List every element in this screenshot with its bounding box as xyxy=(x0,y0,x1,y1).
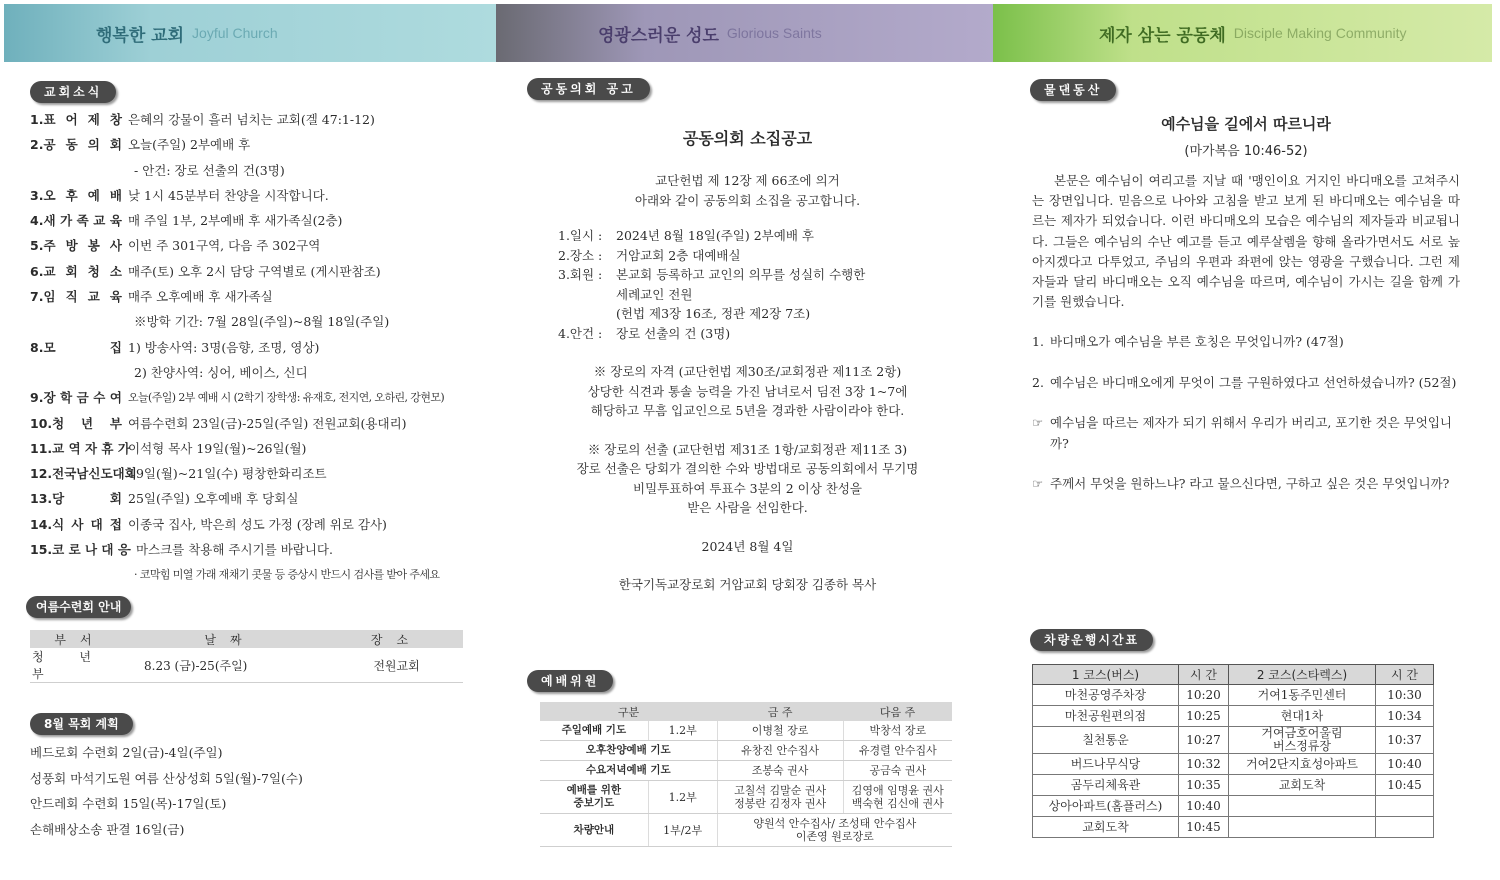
table-cell: 오후찬양예배 기도 xyxy=(540,741,717,761)
notice-qualification-line: 해당하고 무흠 입교인으로 5년을 경과한 사람이라야 한다. xyxy=(590,403,905,418)
table-row xyxy=(1033,775,1434,796)
news-text: · 코막힘 미열 가래 재채기 콧물 등 증상시 반드시 검사를 받아 주세요 xyxy=(134,568,440,582)
notice-intro-line: 교단헌법 제 12장 제 66조에 의거 xyxy=(655,173,840,188)
section-label-summer-retreat: 여름수련회 안내 xyxy=(26,596,131,618)
news-label: 7.임 직 교 육 xyxy=(30,289,122,305)
news-text: 오늘(주일) 2부 예배 시 (2학기 장학생: 유재호, 전지연, 오하린, 강현모) xyxy=(128,391,445,405)
table-cell: 거여2단지효성아파트 xyxy=(1229,754,1376,775)
list-item: 베드로회 수련회 2일(금)-4일(주일) xyxy=(30,745,223,760)
table-cell: 마천공영주차장 xyxy=(1033,685,1179,706)
table-cell: 교회도착 xyxy=(1033,817,1179,838)
qt-devotional xyxy=(1032,113,1460,515)
notice-item-value: 세례교인 전원 xyxy=(616,286,693,302)
news-item xyxy=(30,411,480,436)
table-cell: 1부/2부 xyxy=(648,814,717,847)
news-item xyxy=(30,486,480,511)
notice-item-key: 2.장소 : xyxy=(558,247,603,263)
qt-question-text: 주께서 무엇을 원하느냐? 라고 물으신다면, 구하고 싶은 것은 무엇입니까? xyxy=(1050,476,1450,492)
shuttle-timetable xyxy=(1032,664,1434,838)
section-label-council: 공동의회 공고 xyxy=(527,78,650,100)
news-text: 이석형 목사 19일(월)~26일(월) xyxy=(128,440,307,456)
table-cell: 10:20 xyxy=(1179,685,1229,706)
banner-subtitle: Glorious Saints xyxy=(726,25,822,41)
notice-item-value: 거암교회 2층 대예배실 xyxy=(616,247,741,263)
table-cell: 거여1동주민센터 xyxy=(1229,685,1376,706)
qt-question xyxy=(1032,332,1460,353)
table-row xyxy=(1033,817,1434,838)
qt-question-marker: ☞ xyxy=(1032,415,1044,431)
notice-item xyxy=(558,285,975,305)
table-cell: 유창진 안수집사 xyxy=(717,741,843,761)
qt-question-text: 예수님을 따르는 제자가 되기 위해서 우리가 버리고, 포기한 것은 무엇입니까? xyxy=(1050,415,1452,451)
notice-item-value: 장로 선출의 건 (3명) xyxy=(616,325,731,341)
qt-scripture-ref: (마가복음 10:46-52) xyxy=(1184,144,1308,159)
notice-date: 2024년 8월 4일 xyxy=(701,538,794,554)
table-cell: 10:40 xyxy=(1376,754,1434,775)
qt-question-marker: 1. xyxy=(1032,334,1044,350)
news-text: - 안건: 장로 선출의 건(3명) xyxy=(134,162,285,178)
notice-item xyxy=(558,304,975,324)
news-text: 1) 방송사역: 3명(음향, 조명, 영상) xyxy=(128,339,320,355)
section-label-bus: 차량운행시간표 xyxy=(1030,629,1153,651)
table-cell: 10:35 xyxy=(1179,775,1229,796)
qt-question-marker: ☞ xyxy=(1032,476,1044,492)
news-item xyxy=(30,183,480,208)
news-label: 10.청 년 부 xyxy=(30,415,122,431)
qt-question-text: 예수님은 바디매오에게 무엇이 그를 구원하였다고 선언하셨습니까? (52절) xyxy=(1050,374,1457,390)
notice-item-key xyxy=(558,285,616,305)
news-label: 2.공 동 의 회 xyxy=(30,137,122,153)
table-cell: 고칠석 김말순 권사 정봉란 김정자 권사 xyxy=(717,781,843,814)
notice-title: 공동의회 소집공고 xyxy=(682,129,813,148)
table-cell: 10:45 xyxy=(1179,817,1229,838)
news-item xyxy=(30,436,480,461)
table-cell: 1.2부 xyxy=(648,721,717,741)
table-cell: 칠천통운 xyxy=(1033,727,1179,754)
col-header: 금 주 xyxy=(717,702,843,721)
table-cell: 차량안내 xyxy=(540,814,648,847)
list-item: 성풍회 마석기도원 여름 산상성회 5일(월)-7일(수) xyxy=(30,770,303,786)
news-item xyxy=(30,512,480,537)
banner-disciple-community xyxy=(993,4,1492,62)
table-cell: 10:32 xyxy=(1179,754,1229,775)
table-cell: 김영애 임명윤 권사 백숙현 김신애 권사 xyxy=(843,781,952,814)
table-cell: 거여금호어울림 버스정류장 xyxy=(1229,727,1376,754)
col-header: 구분 xyxy=(540,702,717,721)
news-label xyxy=(30,158,128,183)
notice-signature: 한국기독교장로회 거암교회 당회장 김종하 목사 xyxy=(618,577,877,592)
table-cell: 전원교회 xyxy=(330,648,463,683)
banner-subtitle: Disciple Making Community xyxy=(1233,25,1407,41)
table-cell: 곰두리체육관 xyxy=(1033,775,1179,796)
council-notice xyxy=(520,126,975,595)
col-header: 날짜 xyxy=(130,630,330,648)
banner-subtitle: Joyful Church xyxy=(192,25,278,41)
banner-joyful-church xyxy=(4,4,496,62)
table-cell: 마천공원편의점 xyxy=(1033,706,1179,727)
table-cell: 10:40 xyxy=(1179,796,1229,817)
news-item xyxy=(30,335,480,360)
table-row xyxy=(1033,685,1434,706)
notice-item-value: (헌법 제3장 16조, 정관 제2장 7조) xyxy=(616,306,811,321)
news-label: 4.새 가 족 교 육 xyxy=(30,213,122,229)
table-cell: 청 년 부 xyxy=(30,648,130,683)
col-header: 2 코스(스타렉스) xyxy=(1229,665,1376,685)
table-cell: 10:25 xyxy=(1179,706,1229,727)
notice-item-key: 3.회원 : xyxy=(558,267,603,282)
list-item: 손해배상소송 판결 16일(금) xyxy=(30,821,185,837)
table-cell: 현대1차 xyxy=(1229,706,1376,727)
notice-qualification-line: 상당한 식견과 통솔 능력을 가진 남녀로서 딤전 3장 1~7에 xyxy=(587,383,908,399)
table-cell: 양원석 안수집사/ 조성태 안수집사 이존영 원로장로 xyxy=(717,814,952,847)
table-cell xyxy=(1229,796,1376,817)
news-text: 2) 찬양사역: 싱어, 베이스, 신디 xyxy=(134,364,308,380)
table-row xyxy=(1033,706,1434,727)
news-item xyxy=(30,309,480,334)
summer-retreat-table xyxy=(30,630,463,683)
news-label: 15.코 로 나 대 응 xyxy=(30,542,130,558)
news-text: ※방학 기간: 7월 28일(주일)~8월 18일(주일) xyxy=(134,314,390,330)
section-label-qt: 물댄동산 xyxy=(1030,79,1116,101)
notice-item-key: 1.일시 : xyxy=(558,228,603,243)
notice-items xyxy=(558,226,975,343)
col-header: 다음 주 xyxy=(843,702,952,721)
table-cell: 10:27 xyxy=(1179,727,1229,754)
news-item xyxy=(30,562,480,587)
banner-title: 행복한 교회 xyxy=(96,25,185,46)
table-row xyxy=(540,814,952,847)
news-label: 13.당 회 xyxy=(30,491,122,507)
news-item xyxy=(30,107,480,132)
qt-body: 본문은 예수님이 여리고를 지날 때 '맹인이요 거지인 바디매오를 고쳐주시는 장면입니다. 믿음으로 나아와 고침을 받고 보게 된 바디매오는 예수님을 따르는 제자가 되었습니다. 이런 바디매오의 모습은 예수님의 제자들과 비교됩니다. 그들은 예수님의 수난 예고를 듣고 예루살렘을 향해 올라가면서도 서로 높아지겠다고 다투었고, 주님의 우편과 좌편에 앉는 영광을 구했습니다. 그런 제자들과 달리 바디매오는 오직 예수님을 따르며, 예수님이 가시는 길을 함께 가기를 원했습니다. xyxy=(1032,173,1460,310)
news-label xyxy=(30,562,128,587)
news-item xyxy=(30,158,480,183)
col-header: 장소 xyxy=(330,630,463,648)
table-cell: 이병철 장로 xyxy=(717,721,843,741)
news-text: 은혜의 강물이 흘러 넘치는 교회(겔 47:1-12) xyxy=(128,112,375,127)
table-cell: 1.2부 xyxy=(648,781,717,814)
table-row xyxy=(1033,727,1434,754)
news-item xyxy=(30,537,480,562)
news-label: 14.식 사 대 접 xyxy=(30,516,122,532)
table-row xyxy=(540,741,952,761)
news-item xyxy=(30,385,480,410)
news-label: 5.주 방 봉 사 xyxy=(30,238,122,254)
news-text: 매 주일 1부, 2부예배 후 새가족실(2층) xyxy=(128,213,343,229)
section-label-meetings: 8월 목회 계획 xyxy=(30,713,133,735)
notice-election-line: 장로 선출은 당회가 결의한 수와 방법대로 공동의회에서 무기명 xyxy=(576,461,919,476)
news-text: 매주 오후예배 후 새가족실 xyxy=(128,289,273,305)
notice-item-key xyxy=(558,304,616,324)
qt-question-text: 바디매오가 예수님을 부른 호칭은 무엇입니까? (47절) xyxy=(1050,334,1344,350)
col-header: 시 간 xyxy=(1179,665,1229,685)
table-cell: 10:30 xyxy=(1376,685,1434,706)
news-text: 오늘(주일) 2부예배 후 xyxy=(128,137,251,153)
table-cell: 유경렬 안수집사 xyxy=(843,741,952,761)
news-item xyxy=(30,233,480,258)
section-label-news: 교회소식 xyxy=(30,81,116,103)
table-row xyxy=(1033,796,1434,817)
col-header: 부서 xyxy=(30,630,130,648)
banner-title: 제자 삼는 공동체 xyxy=(1099,25,1226,46)
notice-item-value: 2024년 8월 18일(주일) 2부예배 후 xyxy=(616,228,814,243)
col-header: 1 코스(버스) xyxy=(1033,665,1179,685)
notice-election-line: 받은 사람을 선임한다. xyxy=(687,500,808,515)
meeting-plan-list xyxy=(30,740,303,842)
news-label: 6.교 회 청 소 xyxy=(30,263,122,279)
news-text: 이종국 집사, 박은희 성도 가정 (장례 위로 감사) xyxy=(128,516,387,532)
table-cell: 10:37 xyxy=(1376,727,1434,754)
qt-questions xyxy=(1032,332,1460,495)
news-text: 낮 1시 45분부터 찬양을 시작합니다. xyxy=(128,187,329,203)
news-label xyxy=(30,360,128,385)
table-row xyxy=(1033,754,1434,775)
news-text: 여름수련회 23일(금)-25일(주일) 전원교회(용대리) xyxy=(128,415,407,431)
notice-item xyxy=(558,246,975,266)
news-text: 25일(주일) 오후예배 후 당회실 xyxy=(128,491,299,507)
notice-item xyxy=(558,226,975,246)
table-row xyxy=(540,761,952,781)
news-item xyxy=(30,284,480,309)
table-cell: 박창석 장로 xyxy=(843,721,952,741)
list-item: 안드레회 수련회 15일(목)-17일(토) xyxy=(30,796,227,811)
table-cell: 예배를 위한 중보기도 xyxy=(540,781,648,814)
table-row xyxy=(540,721,952,741)
qt-question xyxy=(1032,373,1460,394)
news-label: 8.모 집 xyxy=(30,339,122,355)
col-header: 시 간 xyxy=(1376,665,1434,685)
qt-question xyxy=(1032,474,1460,495)
news-text: 19일(월)~21일(수) 평창한화리조트 xyxy=(128,466,327,482)
notice-item xyxy=(558,324,975,344)
table-cell: 8.23 (금)-25(주일) xyxy=(130,648,330,683)
qt-title: 예수님을 길에서 따르니라 xyxy=(1161,115,1331,133)
section-label-worship: 예배위원 xyxy=(527,670,613,692)
church-news-list xyxy=(30,107,480,588)
news-item xyxy=(30,360,480,385)
table-row xyxy=(540,781,952,814)
news-text: · 마스크를 착용해 주시기를 바랍니다. xyxy=(128,542,333,558)
banner-glorious-saints xyxy=(496,4,993,62)
table-cell: 공금숙 권사 xyxy=(843,761,952,781)
news-label xyxy=(30,309,128,334)
table-cell: 수요저녁예배 기도 xyxy=(540,761,717,781)
table-cell: 주일예배 기도 xyxy=(540,721,648,741)
news-label: 11.교 역 자 휴 가 xyxy=(30,440,130,456)
table-cell xyxy=(1229,817,1376,838)
news-label: 3.오 후 예 배 xyxy=(30,187,122,203)
news-item xyxy=(30,259,480,284)
notice-election-line: 비밀투표하여 투표수 3분의 2 이상 찬성을 xyxy=(633,480,862,496)
qt-question xyxy=(1032,413,1460,454)
table-cell: 10:34 xyxy=(1376,706,1434,727)
qt-question-marker: 2. xyxy=(1032,374,1044,390)
notice-item-value: 본교회 등록하고 교인의 의무를 성실히 수행한 xyxy=(616,267,866,282)
news-label: 9.장 학 금 수 여 xyxy=(30,390,122,406)
notice-item-key: 4.안건 : xyxy=(558,325,603,341)
table-cell xyxy=(1376,817,1434,838)
news-item xyxy=(30,208,480,233)
table-cell xyxy=(1376,796,1434,817)
table-row xyxy=(30,648,463,683)
table-cell: 10:45 xyxy=(1376,775,1434,796)
news-label: 1.표 어 제 창 xyxy=(30,112,122,127)
notice-item xyxy=(558,265,975,285)
notice-qualification-line: ※ 장로의 자격 (교단헌법 제30조/교회정관 제11조 2항) xyxy=(593,364,902,379)
notice-election-line: ※ 장로의 선출 (교단헌법 제31조 1항/교회정관 제11조 3) xyxy=(587,441,908,457)
notice-intro-line: 아래와 같이 공동의회 소집을 공고합니다. xyxy=(634,192,861,208)
banner-title: 영광스러운 성도 xyxy=(598,25,719,46)
table-cell: 교회도착 xyxy=(1229,775,1376,796)
table-cell: 상아아파트(홈플러스) xyxy=(1033,796,1179,817)
table-cell: 버드나무식당 xyxy=(1033,754,1179,775)
worship-committee-table xyxy=(540,702,952,847)
news-item xyxy=(30,461,480,486)
news-item xyxy=(30,132,480,157)
table-cell: 조봉숙 권사 xyxy=(717,761,843,781)
news-text: 매주(토) 오후 2시 담당 구역별로 (게시판참조) xyxy=(128,263,381,279)
news-text: 이번 주 301구역, 다음 주 302구역 xyxy=(128,238,321,254)
news-label: 12.전국남신도대회 xyxy=(30,466,137,482)
